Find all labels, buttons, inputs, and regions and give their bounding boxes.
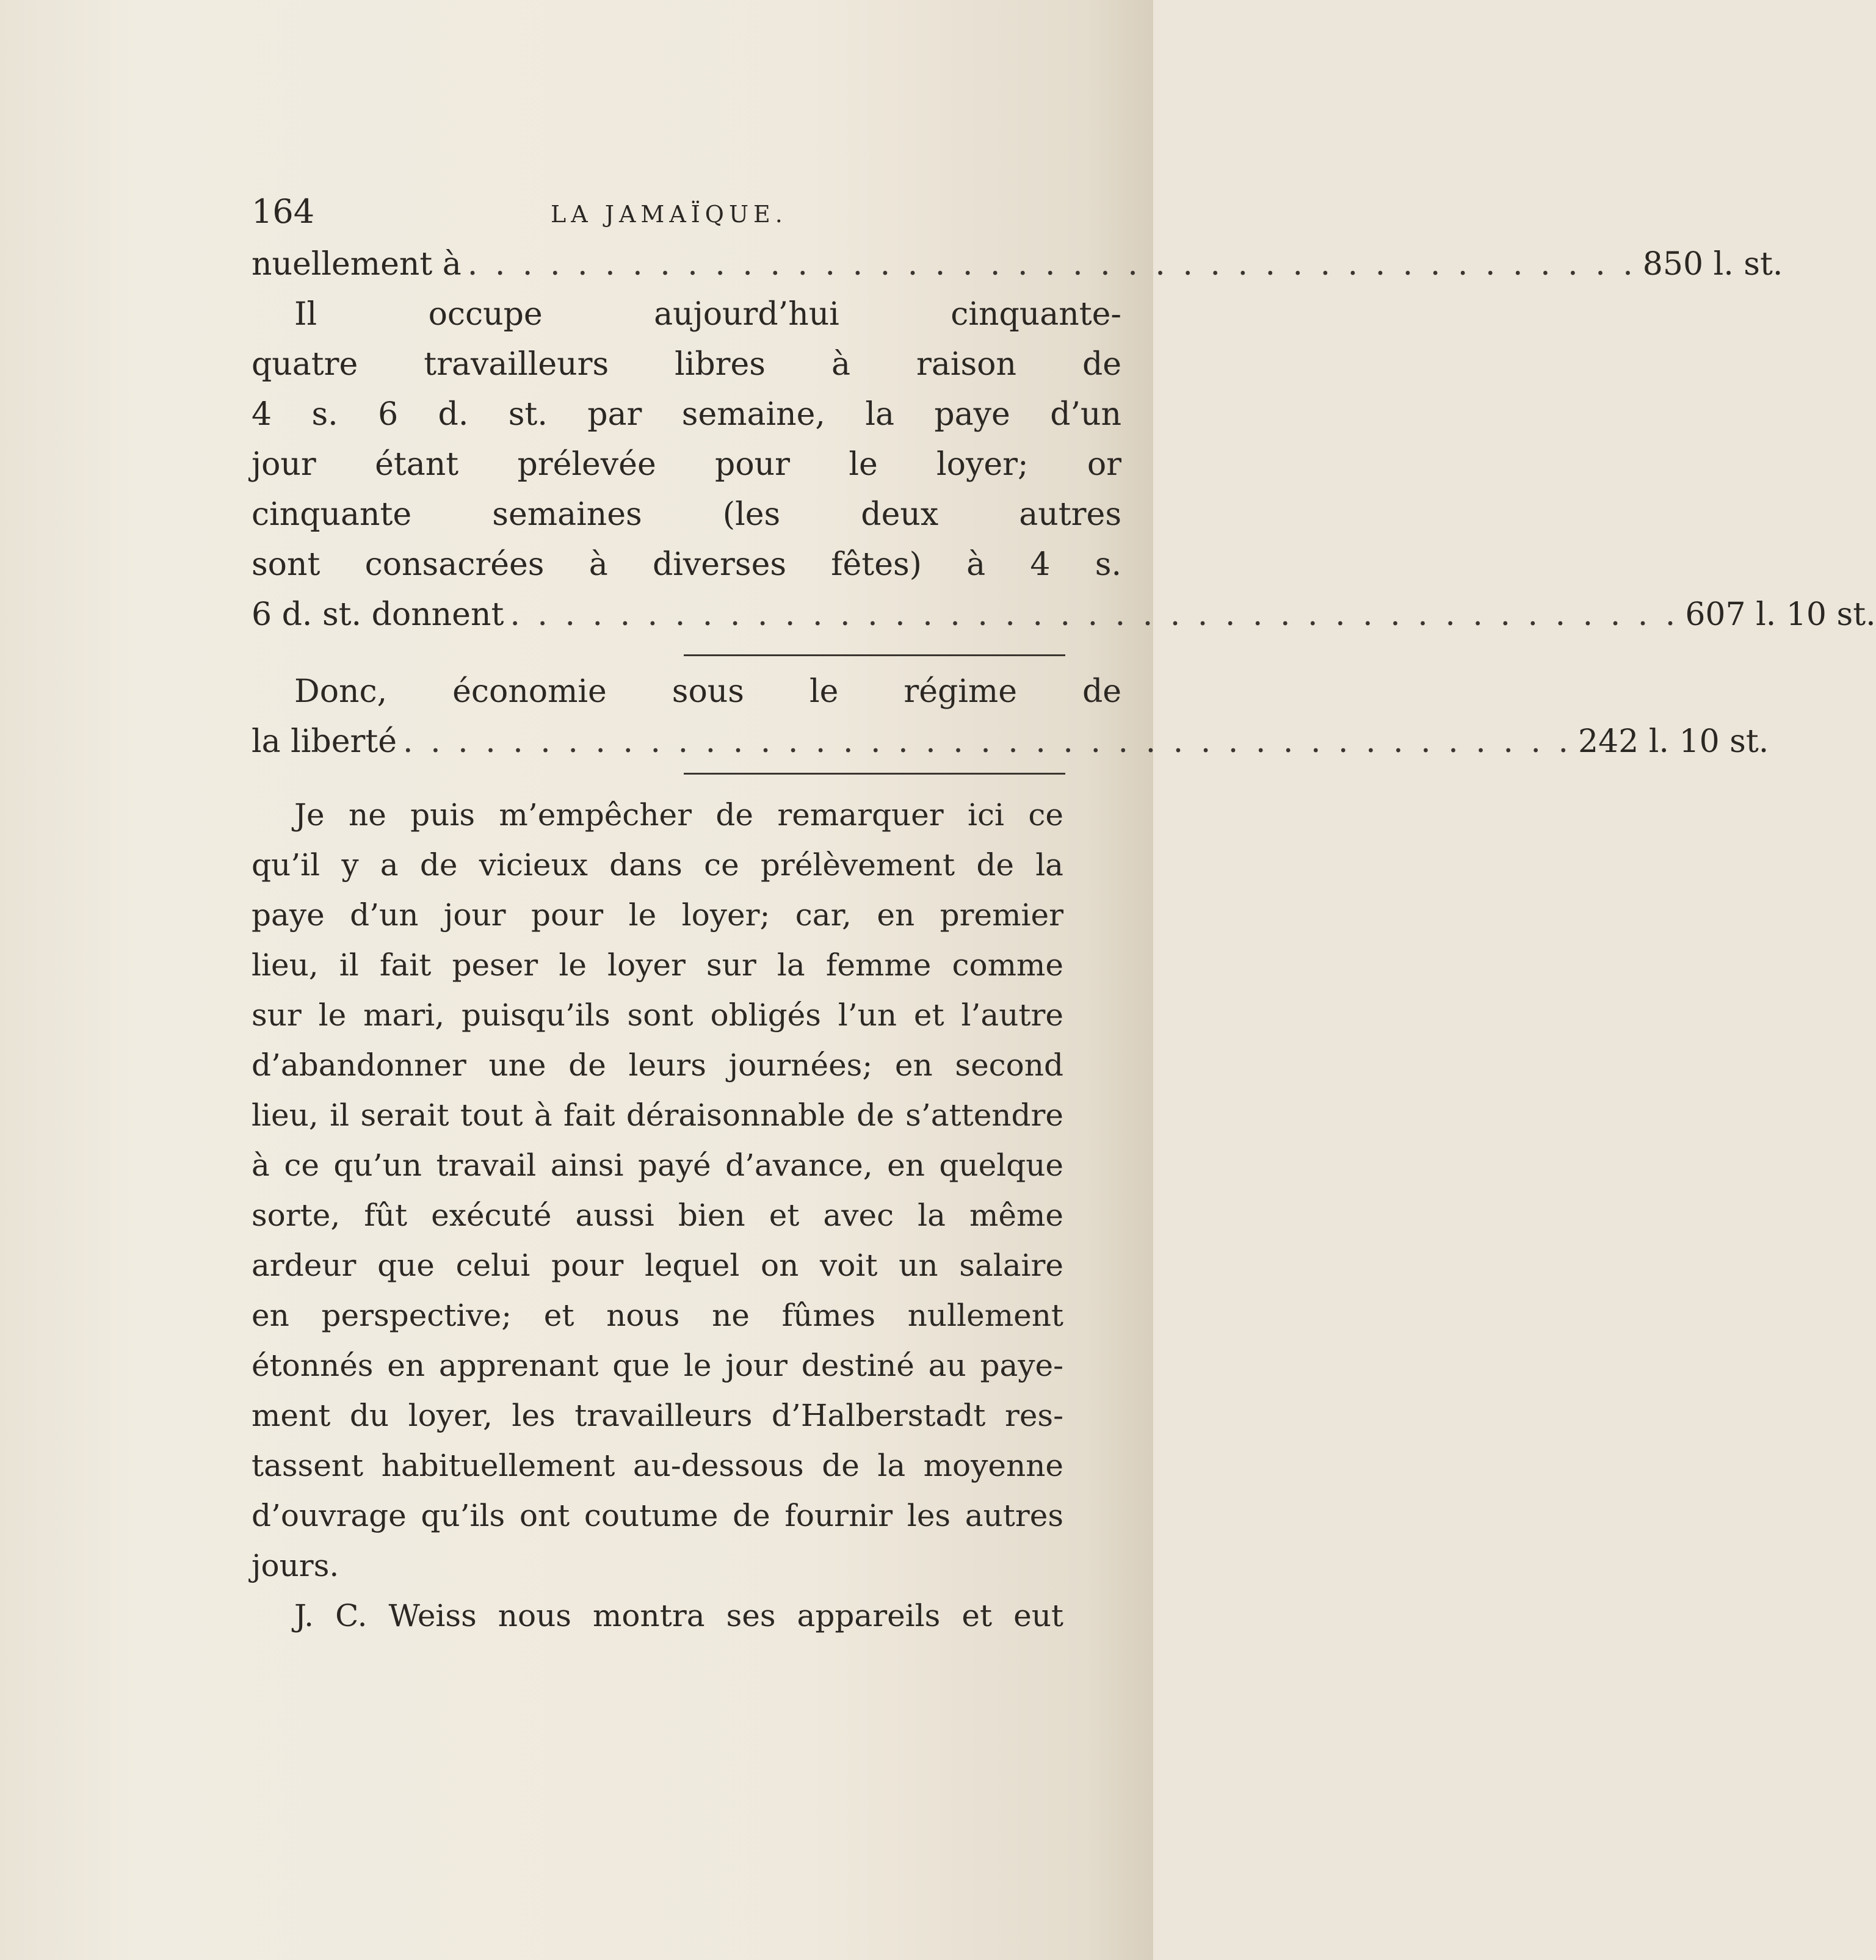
text-line: d’abandonner une de leurs journées; en second — [252, 1047, 1063, 1083]
text-line: Donc, économie sous le régime de — [294, 673, 1121, 710]
text-line: cinquante semaines (les deux autres — [252, 496, 1121, 533]
dot-leader: . . . . . . . . . . . . . . . . . . . . . . . . . . . . . . . . . . . . . . . . . . . — [510, 596, 1679, 633]
text-line: lieu, il serait tout à fait déraisonnable de s’attendre — [252, 1098, 1063, 1133]
text-line: ardeur que celui pour lequel on voit un salaire — [252, 1248, 1063, 1283]
entry-amount: 242 l. 10 st. — [1578, 723, 1769, 760]
text-line: jours. — [252, 1548, 339, 1583]
entry-label: la liberté — [252, 723, 397, 760]
text-line: jour étant prélevée pour le loyer; or — [252, 446, 1121, 483]
entry-label: nuellement à — [252, 246, 462, 283]
ledger-entry — [252, 717, 1769, 767]
entry-amount: 607 l. 10 st. — [1685, 596, 1876, 633]
text-line: en perspective; et nous ne fûmes nullement — [252, 1298, 1063, 1333]
entry-label: 6 d. st. donnent — [252, 596, 504, 633]
text-line: sur le mari, puisqu’ils sont obligés l’un et l’autre — [252, 997, 1063, 1033]
text-line: Il occupe aujourd’hui cinquante- — [294, 296, 1121, 333]
text-line: qu’il y a de vicieux dans ce prélèvement de la — [252, 847, 1063, 883]
text-line: quatre travailleurs libres à raison de — [252, 346, 1121, 383]
text-line: sont consacrées à diverses fêtes) à 4 s. — [252, 546, 1121, 583]
page-header — [252, 192, 1063, 235]
text-line: à ce qu’un travail ainsi payé d’avance, en quelque — [252, 1148, 1063, 1183]
text-line: tassent habituellement au-dessous de la moyenne — [252, 1448, 1063, 1483]
running-head: LA JAMAÏQUE. — [551, 201, 788, 228]
text-line: Je ne puis m’empêcher de remarquer ici ce — [294, 797, 1063, 833]
text-line: sorte, fût exécuté aussi bien et avec la même — [252, 1198, 1063, 1233]
ledger-entry — [252, 239, 1783, 289]
text-line: d’ouvrage qu’ils ont coutume de fournir les autres — [252, 1498, 1063, 1533]
body-paragraph — [252, 790, 1063, 1641]
text-line: lieu, il fait peser le loyer sur la femme comme — [252, 947, 1063, 983]
text-line: ment du loyer, les travailleurs d’Halberstadt res- — [252, 1398, 1063, 1433]
entry-amount: 850 l. st. — [1642, 246, 1783, 283]
dot-leader: . . . . . . . . . . . . . . . . . . . . . . . . . . . . . . . . . . . . . . . . . . . — [467, 246, 1637, 283]
page-number: 164 — [252, 192, 315, 231]
text-line: paye d’un jour pour le loyer; car, en premier — [252, 897, 1063, 933]
text-line: J. C. Weiss nous montra ses appareils et eut — [294, 1598, 1063, 1633]
text-line: étonnés en apprenant que le jour destiné au paye- — [252, 1348, 1063, 1383]
text-line: 4 s. 6 d. st. par semaine, la paye d’un — [252, 396, 1121, 433]
sum-rule — [684, 654, 1065, 656]
dot-leader: . . . . . . . . . . . . . . . . . . . . . . . . . . . . . . . . . . . . . . . . . . . — [403, 723, 1573, 760]
ledger-entry — [252, 590, 1876, 640]
total-rule — [684, 773, 1065, 775]
ledger-total-block — [252, 667, 1769, 767]
ledger-block — [252, 239, 1876, 640]
